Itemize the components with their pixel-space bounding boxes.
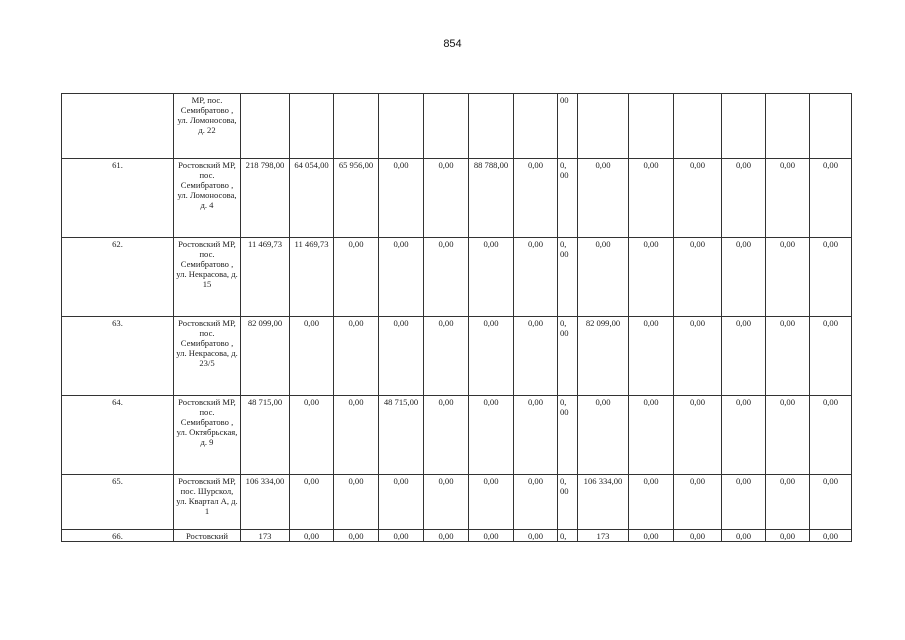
row-number-cell: 62. xyxy=(62,238,174,317)
value-cell-8: 0,00 xyxy=(578,159,629,238)
row-number-cell xyxy=(62,94,174,159)
value-cell-10: 0,00 xyxy=(674,317,722,396)
value-cell-11: 0,00 xyxy=(722,530,766,542)
value-cell-3: 48 715,00 xyxy=(379,396,424,475)
value-cell-11: 0,00 xyxy=(722,396,766,475)
value-cell-11: 0,00 xyxy=(722,159,766,238)
value-cell-8: 82 099,00 xyxy=(578,317,629,396)
value-cell-9: 0,00 xyxy=(629,159,674,238)
value-cell-1: 0,00 xyxy=(290,396,334,475)
value-cell-10 xyxy=(674,94,722,159)
address-cell: Ростовский xyxy=(174,530,241,542)
value-cell-5: 0,00 xyxy=(469,317,514,396)
value-cell-9: 0,00 xyxy=(629,238,674,317)
value-cell-11: 0,00 xyxy=(722,475,766,530)
value-cell-10: 0,00 xyxy=(674,396,722,475)
value-cell-2: 0,00 xyxy=(334,475,379,530)
table-row xyxy=(62,159,852,238)
value-cell-2: 0,00 xyxy=(334,530,379,542)
row-number-cell: 61. xyxy=(62,159,174,238)
value-cell-12: 0,00 xyxy=(766,317,810,396)
value-cell-4 xyxy=(424,94,469,159)
value-cell-1: 0,00 xyxy=(290,317,334,396)
value-cell-9: 0,00 xyxy=(629,475,674,530)
value-cell-5: 0,00 xyxy=(469,475,514,530)
value-cell-1: 0,00 xyxy=(290,530,334,542)
address-cell: МР, пос. Семибратово , ул. Ломоносова, д. 22 xyxy=(174,94,241,159)
value-cell-4: 0,00 xyxy=(424,396,469,475)
table-body xyxy=(62,94,852,542)
register-table xyxy=(61,93,852,542)
value-cell-4: 0,00 xyxy=(424,475,469,530)
total-cost-cell: 11 469,73 xyxy=(241,238,290,317)
address-cell: Ростовский МР, пос. Семибратово , ул. Ломоносова, д. 4 xyxy=(174,159,241,238)
total-cost-cell: 82 099,00 xyxy=(241,317,290,396)
value-cell-10: 0,00 xyxy=(674,159,722,238)
value-cell-1 xyxy=(290,94,334,159)
value-cell-4: 0,00 xyxy=(424,238,469,317)
value-cell-8 xyxy=(578,94,629,159)
total-cost-cell: 48 715,00 xyxy=(241,396,290,475)
row-number-cell: 63. xyxy=(62,317,174,396)
value-cell-12: 0,00 xyxy=(766,530,810,542)
address-cell: Ростовский МР, пос. Семибратово , ул. Октябрьская, д. 9 xyxy=(174,396,241,475)
value-cell-11: 0,00 xyxy=(722,317,766,396)
value-cell-9: 0,00 xyxy=(629,317,674,396)
value-cell-1: 0,00 xyxy=(290,475,334,530)
value-cell-11 xyxy=(722,94,766,159)
value-cell-3: 0,00 xyxy=(379,530,424,542)
value-cell-3: 0,00 xyxy=(379,475,424,530)
value-cell-5: 0,00 xyxy=(469,396,514,475)
row-number-cell: 64. xyxy=(62,396,174,475)
value-cell-7: 0, 00 xyxy=(558,317,578,396)
value-cell-9 xyxy=(629,94,674,159)
value-cell-1: 11 469,73 xyxy=(290,238,334,317)
value-cell-8: 173 xyxy=(578,530,629,542)
value-cell-4: 0,00 xyxy=(424,159,469,238)
table-row xyxy=(62,475,852,530)
total-cost-cell: 106 334,00 xyxy=(241,475,290,530)
value-cell-8: 106 334,00 xyxy=(578,475,629,530)
value-cell-9: 0,00 xyxy=(629,396,674,475)
value-cell-5: 0,00 xyxy=(469,530,514,542)
row-number-cell: 65. xyxy=(62,475,174,530)
value-cell-7: 0, 00 xyxy=(558,396,578,475)
value-cell-11: 0,00 xyxy=(722,238,766,317)
value-cell-6: 0,00 xyxy=(514,238,558,317)
value-cell-2: 0,00 xyxy=(334,317,379,396)
table-row xyxy=(62,530,852,542)
value-cell-5: 88 788,00 xyxy=(469,159,514,238)
value-cell-13: 0,00 xyxy=(810,475,852,530)
address-cell: Ростовский МР, пос. Семибратово , ул. Некрасова, д. 23/5 xyxy=(174,317,241,396)
table-row xyxy=(62,238,852,317)
row-number-cell: 66. xyxy=(62,530,174,542)
value-cell-13: 0,00 xyxy=(810,238,852,317)
value-cell-3: 0,00 xyxy=(379,238,424,317)
value-cell-12: 0,00 xyxy=(766,238,810,317)
value-cell-2: 0,00 xyxy=(334,396,379,475)
value-cell-13: 0,00 xyxy=(810,159,852,238)
value-cell-7: 0, 00 xyxy=(558,238,578,317)
value-cell-13: 0,00 xyxy=(810,530,852,542)
value-cell-5 xyxy=(469,94,514,159)
value-cell-3 xyxy=(379,94,424,159)
value-cell-6 xyxy=(514,94,558,159)
value-cell-4: 0,00 xyxy=(424,317,469,396)
value-cell-13: 0,00 xyxy=(810,396,852,475)
value-cell-2 xyxy=(334,94,379,159)
total-cost-cell xyxy=(241,94,290,159)
value-cell-6: 0,00 xyxy=(514,475,558,530)
value-cell-6: 0,00 xyxy=(514,159,558,238)
value-cell-12: 0,00 xyxy=(766,475,810,530)
value-cell-7: 0, xyxy=(558,530,578,542)
value-cell-2: 0,00 xyxy=(334,238,379,317)
value-cell-3: 0,00 xyxy=(379,159,424,238)
table-row xyxy=(62,94,852,159)
total-cost-cell: 173 xyxy=(241,530,290,542)
value-cell-13 xyxy=(810,94,852,159)
value-cell-2: 65 956,00 xyxy=(334,159,379,238)
table-row xyxy=(62,317,852,396)
value-cell-7: 0, 00 xyxy=(558,159,578,238)
value-cell-12: 0,00 xyxy=(766,396,810,475)
value-cell-1: 64 054,00 xyxy=(290,159,334,238)
value-cell-12: 0,00 xyxy=(766,159,810,238)
value-cell-5: 0,00 xyxy=(469,238,514,317)
value-cell-8: 0,00 xyxy=(578,396,629,475)
value-cell-6: 0,00 xyxy=(514,317,558,396)
table-row xyxy=(62,396,852,475)
value-cell-13: 0,00 xyxy=(810,317,852,396)
value-cell-10: 0,00 xyxy=(674,238,722,317)
total-cost-cell: 218 798,00 xyxy=(241,159,290,238)
value-cell-3: 0,00 xyxy=(379,317,424,396)
value-cell-8: 0,00 xyxy=(578,238,629,317)
value-cell-9: 0,00 xyxy=(629,530,674,542)
value-cell-10: 0,00 xyxy=(674,530,722,542)
value-cell-4: 0,00 xyxy=(424,530,469,542)
value-cell-6: 0,00 xyxy=(514,396,558,475)
address-cell: Ростовский МР, пос. Семибратово , ул. Некрасова, д. 15 xyxy=(174,238,241,317)
page-number: 854 xyxy=(443,38,462,50)
value-cell-7: 0, 00 xyxy=(558,475,578,530)
value-cell-10: 0,00 xyxy=(674,475,722,530)
address-cell: Ростовский МР, пос. Шурскол, ул. Квартал А, д. 1 xyxy=(174,475,241,530)
value-cell-7: 00 xyxy=(558,94,578,159)
value-cell-6: 0,00 xyxy=(514,530,558,542)
value-cell-12 xyxy=(766,94,810,159)
